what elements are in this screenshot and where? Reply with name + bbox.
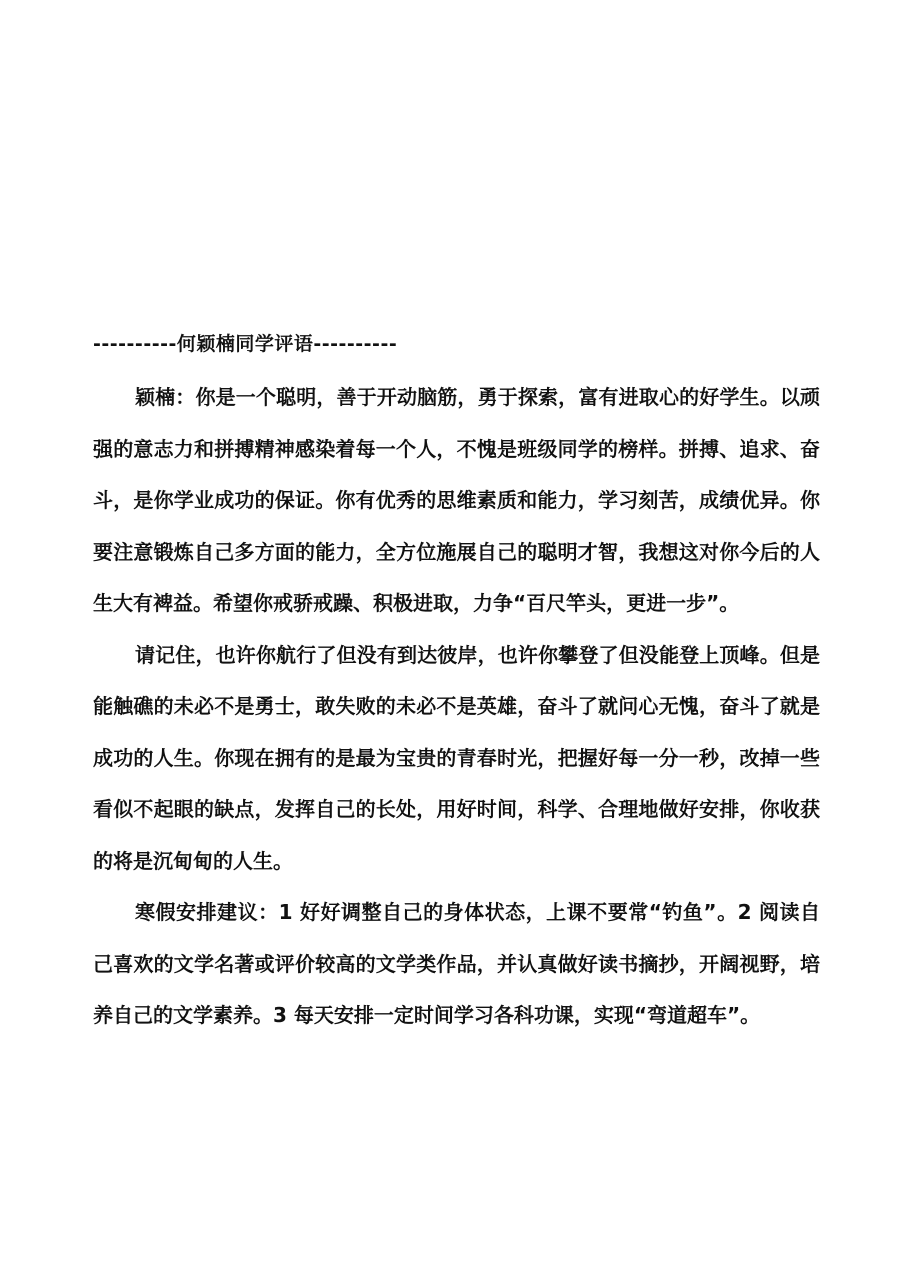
document-title: ----------何颖楠同学评语---------- — [93, 333, 398, 355]
winter-vacation-suggestions-paragraph: 寒假安排建议：1 好好调整自己的身体状态，上课不要常“钓鱼”。2 阅读自己喜欢的文学名著或评价较高的文学类作品，并认真做好读书摘抄，开阔视野，培养自己的文学素养。3 每天安排一定时间学习各科功课，实现“弯道超车”。 — [93, 900, 820, 1027]
document-body — [93, 372, 820, 1042]
comment-paragraph: 颖楠：你是一个聪明，善于开动脑筋，勇于探索，富有进取心的好学生。以顽强的意志力和拼搏精神感染着每一个人，不愧是班级同学的榜样。拼搏、追求、奋斗，是你学业成功的保证。你有优秀的思维素质和能力，学习刻苦，成绩优异。你要注意锻炼自己多方面的能力，全方位施展自己的聪明才智，我想这对你今后的人生大有裨益。希望你戒骄戒躁、积极进取，力争“百尺竿头，更进一步”。 — [93, 385, 820, 615]
encouragement-paragraph: 请记住，也许你航行了但没有到达彼岸，也许你攀登了但没能登上顶峰。但是能触礁的未必不是勇士，敢失败的未必不是英雄，奋斗了就问心无愧，奋斗了就是成功的人生。你现在拥有的是最为宝贵的青春时光，把握好每一分一秒，改掉一些看似不起眼的缺点，发挥自己的长处，用好时间，科学、合理地做好安排，你收获的将是沉甸甸的人生。 — [93, 642, 820, 873]
